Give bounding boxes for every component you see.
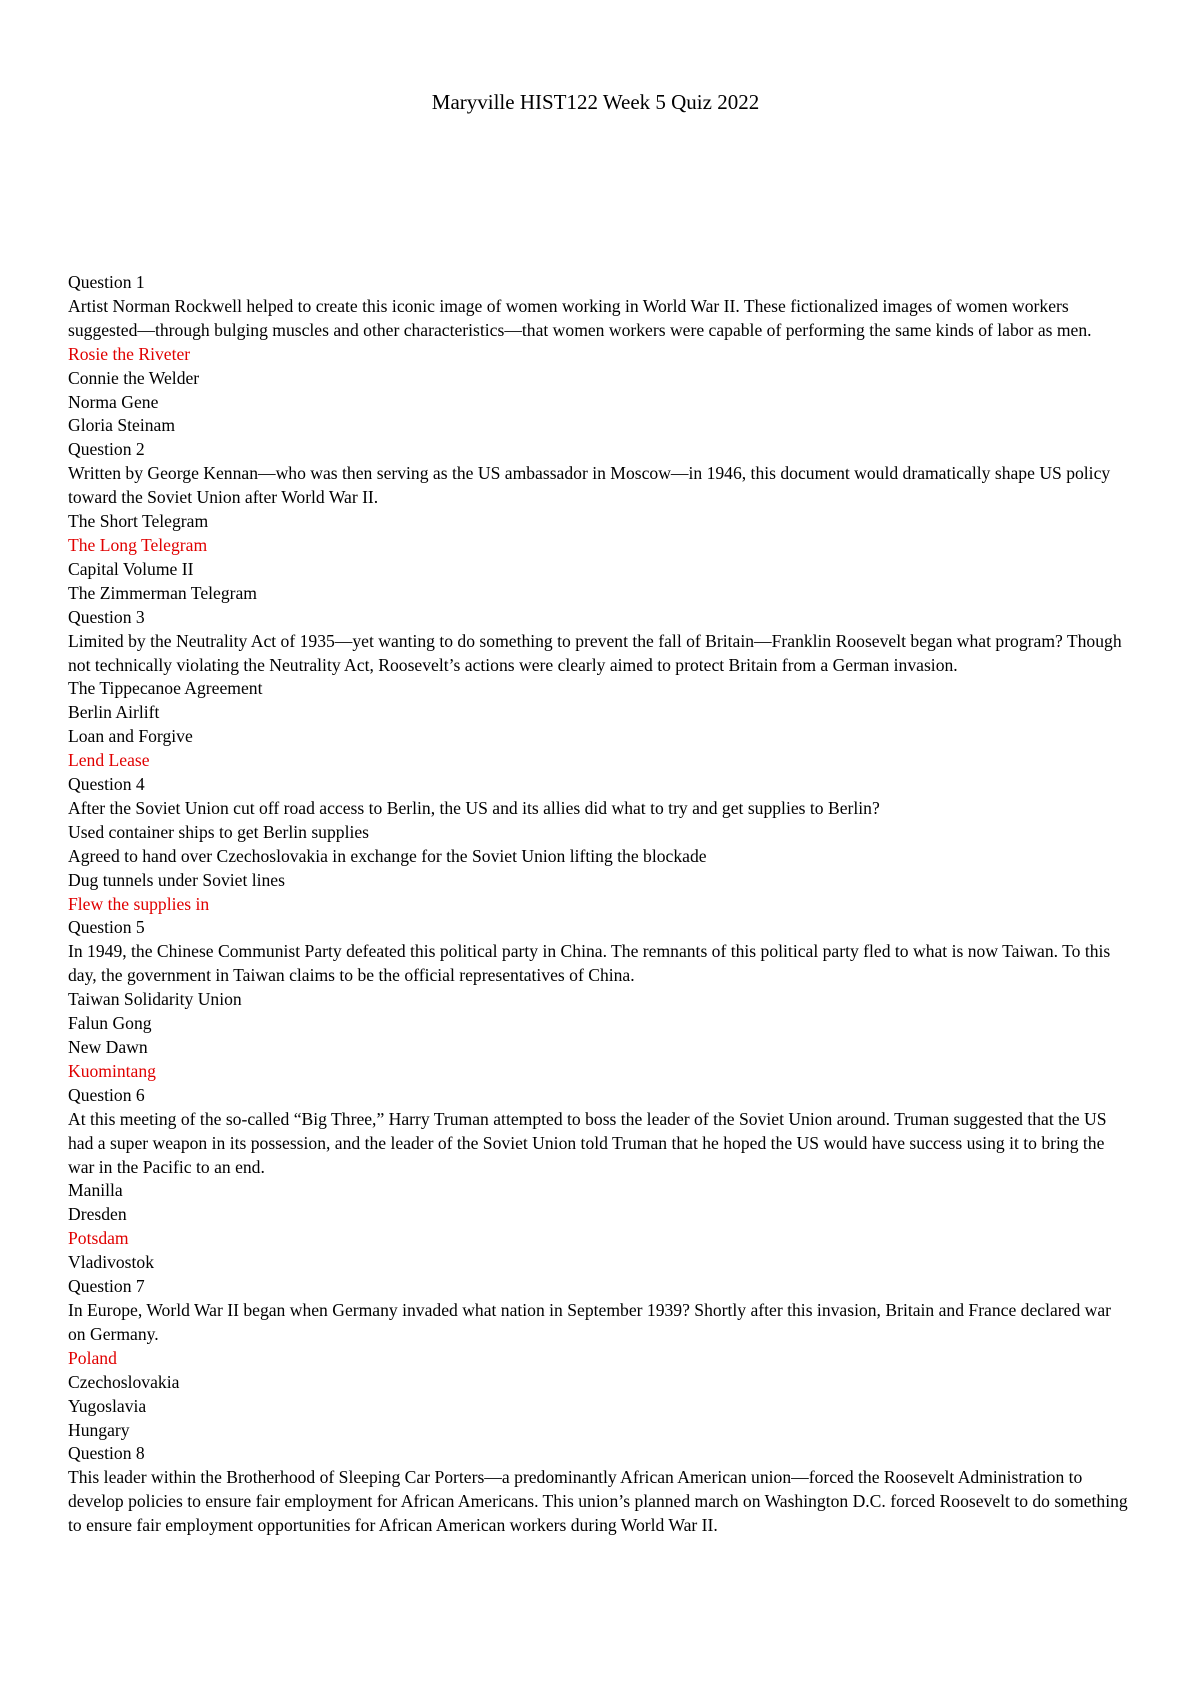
question-block <box>68 1084 1128 1275</box>
question-block <box>68 773 1128 916</box>
quiz-content <box>68 271 1128 1538</box>
answer-option: Dresden <box>68 1204 127 1225</box>
answer-option: Falun Gong <box>68 1013 152 1034</box>
question-block <box>68 1275 1128 1442</box>
answer-option: Gloria Steinam <box>68 415 176 436</box>
question-text: Limited by the Neutrality Act of 1935—yet wanting to do something to prevent the fall of Britain—Franklin Roosevelt began what program? Though not technically violating the Neutrality Act, Roosevelt’s actions were clearly aimed to protect Britain from a German invasion. <box>68 630 1122 675</box>
question-text: At this meeting of the so-called “Big Three,” Harry Truman attempted to boss the leader of the Soviet Union around. Truman suggested that the US had a super weapon in its possession, and the leader of the Soviet Union told Truman that he hoped the US would have success using it to bring the war in the Pacific to an end. <box>68 1108 1107 1177</box>
question-label: Question 2 <box>68 439 145 460</box>
question-text: Artist Norman Rockwell helped to create this iconic image of women working in World War II. These fictionalized images of women workers suggested—through bulging muscles and other characteristics—that women workers were capable of performing the same kinds of labor as men. <box>68 295 1092 340</box>
question-label: Question 4 <box>68 774 145 795</box>
correct-answer-option: Poland <box>68 1347 117 1368</box>
correct-answer-option: Rosie the Riveter <box>68 343 191 364</box>
question-label: Question 8 <box>68 1443 145 1464</box>
answer-option: Capital Volume II <box>68 558 194 579</box>
question-block <box>68 606 1128 773</box>
answer-option: Connie the Welder <box>68 367 200 388</box>
question-block <box>68 438 1128 605</box>
answer-option: Czechoslovakia <box>68 1371 180 1392</box>
correct-answer-option: Flew the supplies in <box>68 893 210 914</box>
question-label: Question 3 <box>68 606 145 627</box>
question-text: This leader within the Brotherhood of Sleeping Car Porters—a predominantly African American union—forced the Roosevelt Administration to develop policies to ensure fair employment for African Americans. This union’s planned march on Washington D.C. forced Roosevelt to do something to ensure fair employment opportunities for African American workers during World War II. <box>68 1467 1128 1536</box>
answer-option: Loan and Forgive <box>68 726 193 747</box>
question-text: In Europe, World War II began when Germany invaded what nation in September 1939? Shortly after this invasion, Britain and France declared war on Germany. <box>68 1299 1112 1344</box>
question-text: After the Soviet Union cut off road access to Berlin, the US and its allies did what to try and get supplies to Berlin? <box>68 797 880 818</box>
answer-option: Yugoslavia <box>68 1395 147 1416</box>
answer-option: Norma Gene <box>68 391 159 412</box>
question-block <box>68 271 1128 438</box>
question-text: In 1949, the Chinese Communist Party defeated this political party in China. The remnants of this political party fled to what is now Taiwan. To this day, the government in Taiwan claims to be the official representatives of China. <box>68 941 1111 986</box>
answer-option: Dug tunnels under Soviet lines <box>68 869 285 890</box>
correct-answer-option: Lend Lease <box>68 750 150 771</box>
question-text: Written by George Kennan—who was then serving as the US ambassador in Moscow—in 1946, this document would dramatically shape US policy toward the Soviet Union after World War II. <box>68 463 1111 508</box>
answer-option: Used container ships to get Berlin supplies <box>68 821 370 842</box>
question-block <box>68 916 1128 1083</box>
question-label: Question 5 <box>68 917 145 938</box>
page-title: Maryville HIST122 Week 5 Quiz 2022 <box>431 90 760 114</box>
correct-answer-option: Potsdam <box>68 1228 129 1249</box>
correct-answer-option: The Long Telegram <box>68 534 208 555</box>
answer-option: Agreed to hand over Czechoslovakia in exchange for the Soviet Union lifting the blockade <box>68 845 707 866</box>
answer-option: Taiwan Solidarity Union <box>68 989 242 1010</box>
answer-option: Berlin Airlift <box>68 702 160 723</box>
correct-answer-option: Kuomintang <box>68 1060 156 1081</box>
question-label: Question 7 <box>68 1276 145 1297</box>
answer-option: Vladivostok <box>68 1252 155 1273</box>
answer-option: Hungary <box>68 1419 130 1440</box>
answer-option: The Zimmerman Telegram <box>68 582 257 603</box>
question-block <box>68 1442 1128 1538</box>
question-label: Question 6 <box>68 1084 145 1105</box>
answer-option: Manilla <box>68 1180 123 1201</box>
question-label: Question 1 <box>68 272 145 292</box>
answer-option: The Tippecanoe Agreement <box>68 678 263 699</box>
answer-option: The Short Telegram <box>68 511 209 532</box>
answer-option: New Dawn <box>68 1037 148 1057</box>
